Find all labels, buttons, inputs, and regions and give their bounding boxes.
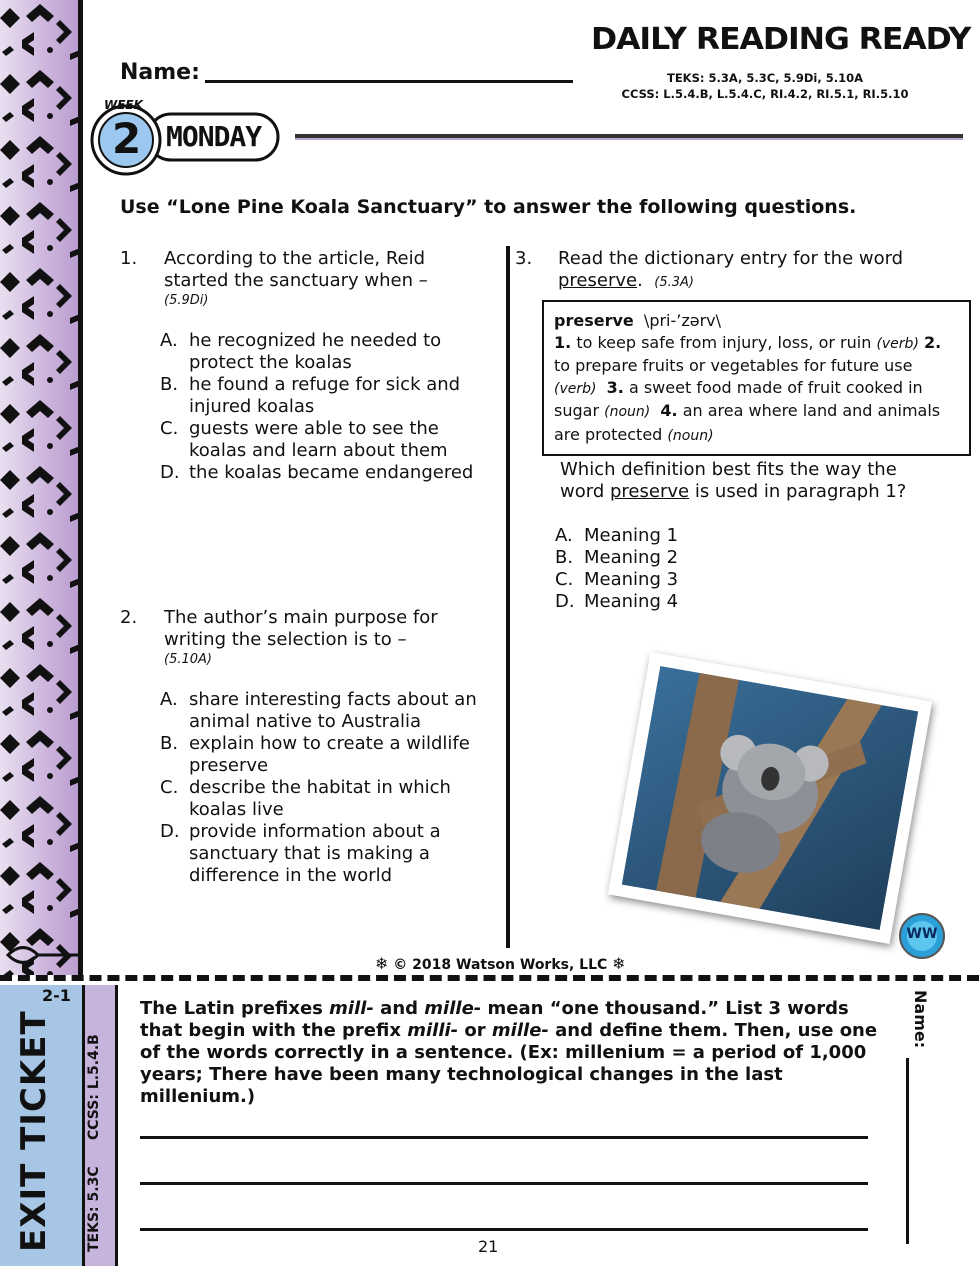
option-d[interactable]: D. provide information about a sanctuary that is making a difference in the world: [160, 821, 441, 886]
question-3: [515, 248, 935, 298]
week-label: WEEK: [104, 98, 143, 112]
option-b[interactable]: B. Meaning 2: [555, 547, 679, 568]
tribal-pattern-icon: [0, 0, 82, 975]
logo-text: WW: [906, 926, 938, 942]
option-d[interactable]: D. the koalas became endangered: [160, 462, 474, 483]
cut-line: [0, 975, 979, 981]
question-number: 1.: [120, 248, 138, 269]
exit-name-field[interactable]: [906, 1058, 909, 1244]
koala-image-icon: [622, 666, 919, 930]
option-c[interactable]: C. Meaning 3: [555, 569, 679, 590]
exit-ticket-ccss: CCSS: L.5.4.B: [86, 1034, 102, 1140]
question-stem: The author’s main purpose for writing the selection is to –: [164, 607, 438, 650]
question-3-followup: Which definition best fits the way the word preserve is used in paragraph 1?: [560, 459, 907, 502]
question-1-options: [160, 330, 495, 484]
koala-photo: [608, 652, 932, 944]
exit-ticket-label: EXIT TICKET: [14, 1010, 54, 1252]
option-a[interactable]: A. he recognized he needed to protect the koalas: [160, 330, 442, 373]
snowflake-icon: ❄: [375, 954, 389, 973]
answer-line-1[interactable]: [140, 1136, 868, 1139]
option-c[interactable]: C. guests were able to see the koalas and learn about them: [160, 418, 448, 461]
question-number: 3.: [515, 248, 533, 269]
question-stem: According to the article, Reid started the sanctuary when –: [164, 248, 428, 291]
question-standard: (5.10A): [164, 652, 212, 667]
question-2: [120, 607, 490, 667]
teks-standards: TEKS: 5.3A, 5.3C, 5.9Di, 5.10A: [666, 71, 864, 85]
snowflake-icon: ❄: [612, 954, 626, 973]
day-label: MONDAY: [166, 120, 262, 153]
exit-ticket-teks: TEKS: 5.3C: [86, 1166, 102, 1252]
exit-ticket-number: 2-1: [42, 986, 71, 1005]
standards-box: [600, 70, 930, 102]
ccss-standards: CCSS: L.5.4.B, L.5.4.C, RI.4.2, RI.5.1, RI.5.10: [621, 87, 909, 101]
option-a[interactable]: A. Meaning 1: [555, 525, 679, 546]
decorative-border: [0, 0, 82, 975]
column-divider: [506, 246, 510, 948]
question-3-options: [555, 525, 855, 613]
question-stem: Read the dictionary entry for the word preserve. (5.3A): [558, 248, 904, 291]
question-2-options: [160, 689, 495, 887]
name-label: Name:: [120, 60, 200, 85]
pronunciation: \pri-’zərv\: [643, 311, 722, 330]
option-b[interactable]: B. explain how to create a wildlife preserve: [160, 733, 470, 776]
page-number: 21: [478, 1237, 499, 1256]
watson-works-logo: [898, 912, 946, 960]
question-1: [120, 248, 490, 308]
name-field[interactable]: [205, 80, 573, 83]
exit-ticket-prompt: The Latin prefixes mill- and mille- mean “one thousand.” List 3 words that begin with the prefix milli- or mille- and define them. Then, use one of the words correctly in a sentence. (Ex: millenium = a period of 1,000 years; There have been many technological changes in the last millenium.): [140, 998, 878, 1107]
answer-line-2[interactable]: [140, 1182, 868, 1185]
dictionary-word: preserve: [554, 311, 634, 330]
option-d[interactable]: D. Meaning 4: [555, 591, 679, 612]
header-rule: [295, 134, 963, 140]
copyright: ❄ © 2018 Watson Works, LLC ❄: [375, 954, 626, 973]
dictionary-entry: preserve \pri-’zərv\ 1. to keep safe from injury, loss, or ruin (verb) 2. to prepare fruits or vegetables for future use (verb) 3. a sweet food made of fruit cooked in sugar (noun) 4. an area where land and animals are protected (noun): [542, 300, 971, 456]
border-divider: [78, 0, 83, 980]
question-number: 2.: [120, 607, 138, 628]
answer-line-3[interactable]: [140, 1228, 868, 1231]
option-b[interactable]: B. he found a refuge for sick and injured koalas: [160, 374, 461, 417]
question-standard: (5.9Di): [164, 293, 209, 308]
brand-title: DAILY READING READY: [590, 22, 971, 57]
option-c[interactable]: C. describe the habitat in which koalas live: [160, 777, 451, 820]
instructions: Use “Lone Pine Koala Sanctuary” to answer the following questions.: [120, 196, 857, 218]
option-a[interactable]: A. share interesting facts about an animal native to Australia: [160, 689, 477, 732]
week-number: 2: [112, 114, 142, 163]
week-day-badge: [90, 98, 285, 178]
